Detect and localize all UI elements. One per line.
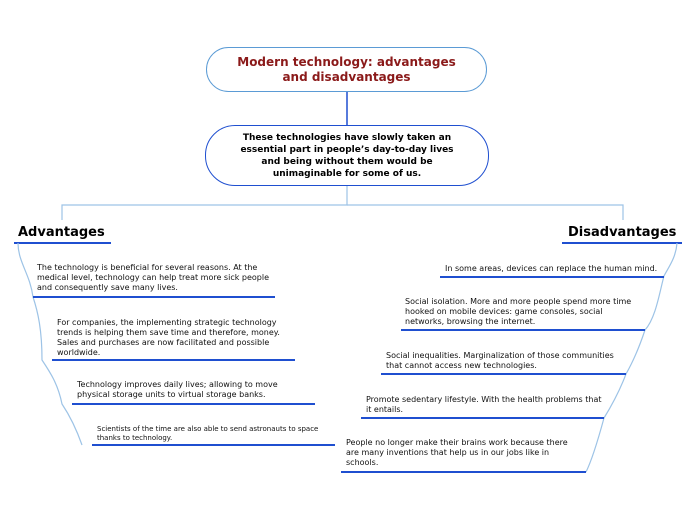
disadvantage-item[interactable] <box>405 297 641 327</box>
branch-connector <box>347 205 623 220</box>
advantage-item[interactable] <box>57 318 293 358</box>
advantage-item[interactable] <box>97 425 333 443</box>
disadvantages-title[interactable]: Disadvantages <box>568 225 677 240</box>
advantage-item-text: Scientists of the time are also able to send astronauts to space thanks to technology. <box>97 425 319 442</box>
disadvantage-item-text: Social isolation. More and more people spend more time hooked on mobile devices: game consoles, social networks, browsing the internet. <box>405 297 632 326</box>
advantage-item-text: For companies, the implementing strategic technology trends is helping them save time and therefore, money. Sales and purchases are now facilitated and possible worldwide. <box>57 318 280 357</box>
disadvantage-item-text: In some areas, devices can replace the human mind. <box>445 264 658 273</box>
disadvantage-item-text: Promote sedentary lifestyle. With the health problems that it entails. <box>366 395 602 414</box>
subtopic-node[interactable] <box>205 125 489 186</box>
disadvantage-item[interactable] <box>366 395 602 415</box>
subtopic-node-text: These technologies have slowly taken an essential part in people’s day-to-day lives and being without them would be unimaginable for some of us. <box>240 132 454 179</box>
disadvantage-item[interactable] <box>386 351 622 371</box>
disadvantage-item[interactable] <box>445 264 663 274</box>
disadvantage-item-text: Social inequalities. Marginalization of those communities that cannot access new technologies. <box>386 351 614 370</box>
branch-connector <box>62 186 347 220</box>
advantage-item-text: Technology improves daily lives; allowing to move physical storage units to virtual storage banks. <box>77 380 278 399</box>
root-node[interactable] <box>206 47 487 92</box>
disadvantage-item[interactable] <box>346 438 582 468</box>
advantage-item-text: The technology is beneficial for several reasons. At the medical level, technology can help treat more sick people and consequently save many lives. <box>37 263 270 292</box>
advantage-item[interactable] <box>77 380 297 400</box>
disadvantage-item-text: People no longer make their brains work because there are many inventions that help us in our jobs like in schools. <box>346 438 568 467</box>
advantage-item[interactable] <box>37 263 273 293</box>
advantages-title[interactable]: Advantages <box>18 225 105 240</box>
root-node-text: Modern technology: advantages and disadvantages <box>237 54 456 84</box>
